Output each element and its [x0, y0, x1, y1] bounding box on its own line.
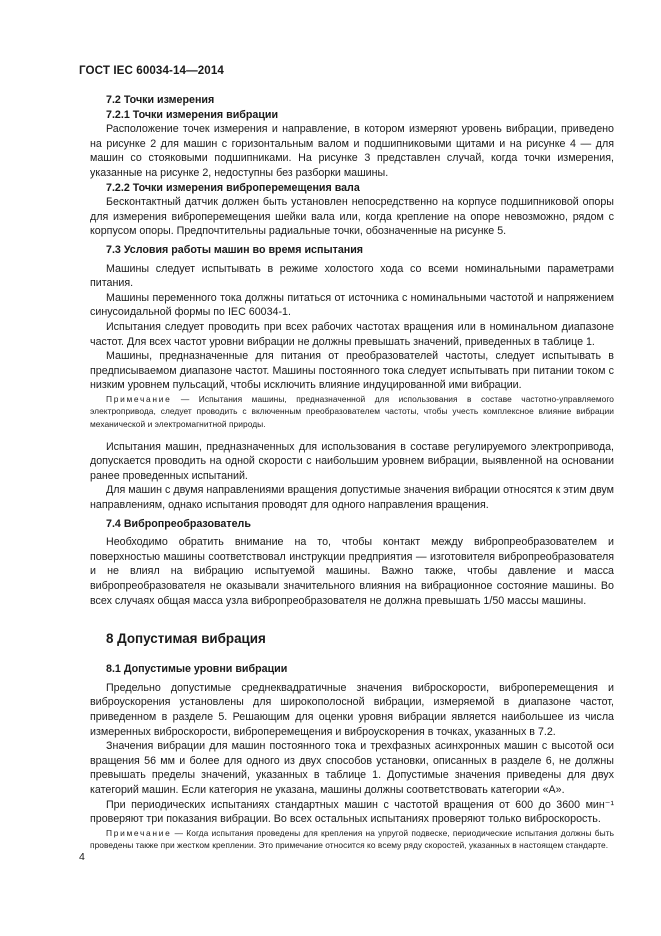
- paragraph: Испытания следует проводить при всех рабочих частотах вращения или в номинальном диапазоне частот. Для всех частот уровни вибрации не должны превышать значений, приведенных в таблице 1.: [90, 320, 614, 348]
- note: [90, 393, 614, 431]
- paragraph: Предельно допустимые среднеквадратичные значения виброскорости, виброперемещения и виброускорения установлены для широкополосной вибрации, измеряемой в диапазоне частот, приведенном в разделе 5. Решающим для оценки уровня вибрации является наибольшее из числа измеренных виброскорости, виброперемещения и виброускорения в точках, указанных в 7.2.: [90, 681, 614, 738]
- heading-7-4: 7.4 Вибропреобразователь: [106, 517, 251, 530]
- paragraph: Необходимо обратить внимание на то, чтобы контакт между вибропреобразователем и поверхностью машины соответствовал инструкции предприятия — изготовителя вибропреобразователя и не влиял на вибрацию испытуемой машины. Важно также, чтобы давление и масса вибропреобразователя не оказывали значительного влияния на вибрационное состояние машины. Во всех случаях общая масса узла вибропреобразователя не должна превышать 1/50 массы машины.: [90, 536, 614, 607]
- heading-8: 8 Допустимая вибрация: [106, 631, 266, 647]
- heading-7-2: 7.2 Точки измерения: [106, 94, 215, 106]
- note-text: — Когда испытания проведены для крепления на упругой подвеске, периодические испытания должны быть проведены также при жестком креплении. Это примечание относится ко всему ряду скоростей, указанных в настоящем стандарте.: [90, 827, 614, 851]
- paragraph: Машины следует испытывать в режиме холостого хода со всеми номинальными параметрами питания.: [90, 262, 614, 290]
- page-number: 4: [79, 851, 85, 863]
- note-label: Примечание: [106, 393, 172, 404]
- standard-header: ГОСТ IEC 60034-14—2014: [79, 64, 224, 77]
- paragraph: При периодических испытаниях стандартных машин с частотой вращения от 600 до 3600 мин⁻¹ проверяют три показания вибрации. Во всех остальных испытаниях проверяют только виброскорость.: [90, 798, 614, 826]
- heading-7-3: 7.3 Условия работы машин во время испытания: [106, 243, 364, 256]
- paragraph: Расположение точек измерения и направление, в котором измеряют уровень вибрации, приведено на рисунке 2 для машин с горизонтальным валом и подшипниковыми щитами и на рисунке 4 — для машин со стояковыми подшипниками. На рисунке 3 представлен случай, когда точки измерения, указанные на рисунке 2, недоступны без разборки машины.: [90, 123, 614, 179]
- note-label: Примечание: [106, 827, 172, 838]
- paragraph: Машины переменного тока должны питаться от источника с номинальными частотой и напряжением синусоидальной формы по IEC 60034-1.: [90, 291, 614, 319]
- note-text: — Испытания машины, предназначенной для использования в составе частотно-управляемого электропривода, следует проводить с включенным преобразователем частоты, чтобы учесть комплексное влияние вибрации механической и электромагнитной природы.: [90, 393, 614, 430]
- paragraph: Машины, предназначенные для питания от преобразователей частоты, следует испытывать в предписываемом диапазоне частот. Машины постоянного тока следует испытывать при питании током с низким уровнем пульсаций, чтобы исключить влияние индуцированной ими вибрации.: [90, 350, 614, 392]
- document-body: [90, 93, 614, 852]
- note: [90, 827, 614, 852]
- paragraph: Испытания машин, предназначенных для использования в составе регулируемого электропривода, допускается проводить на одной скорости с наибольшим уровнем вибрации, выявленной на основании ранее проведенных испытаний.: [90, 440, 614, 482]
- paragraph: Значения вибрации для машин постоянного тока и трехфазных асинхронных машин с высотой оси вращения 56 мм и более для одного из двух способов установки, описанных в разделе 6, не должны превышать пределы значений, указанных в таблице 1. Допустимые значения приведены для двух категорий машин. Если категория не указана, машины должны соответствовать категории «А».: [90, 740, 614, 796]
- heading-8-1: 8.1 Допустимые уровни вибрации: [106, 663, 288, 676]
- heading-7-2-1: 7.2.1 Точки измерения вибрации: [106, 108, 279, 121]
- paragraph: Для машин с двумя направлениями вращения допустимые значения вибрации относятся к этим двум направлениям, однако испытания проводят для одного направления вращения.: [90, 484, 614, 512]
- paragraph: Бесконтактный датчик должен быть установлен непосредственно на корпусе подшипниковой опоры для измерения виброперемещения шейки вала или, когда крепление на опоре невозможно, рядом с корпусом опоры. Предпочтительны радиальные точки, обозначенные на рисунке 5.: [90, 196, 614, 238]
- heading-7-2-2: 7.2.2 Точки измерения виброперемещения вала: [106, 181, 360, 194]
